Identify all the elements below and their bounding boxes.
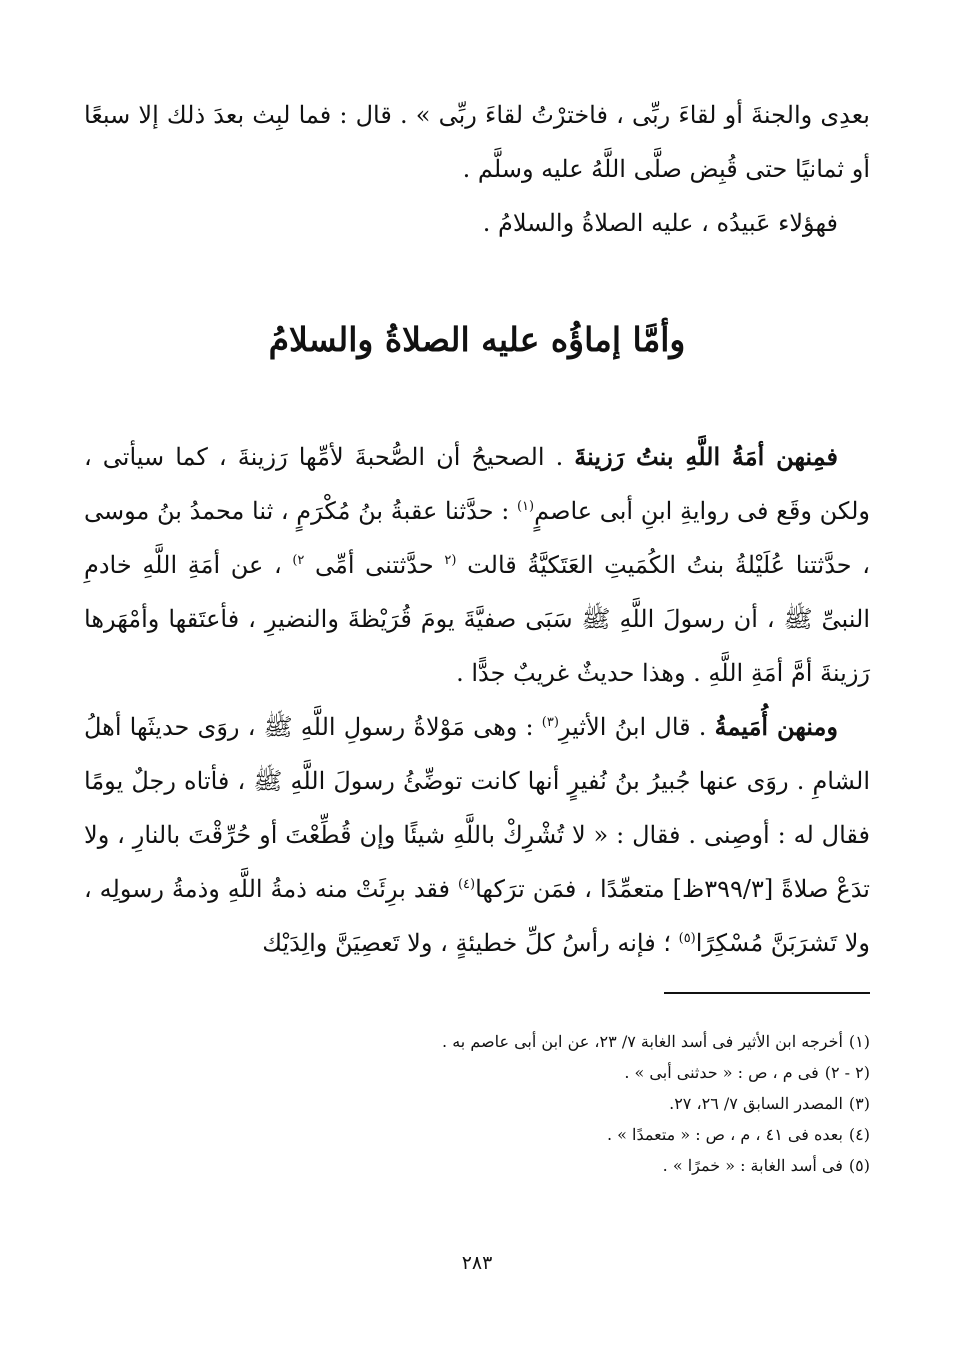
footnote-ref-4: (٤) xyxy=(457,877,476,892)
footnote-item xyxy=(84,1088,870,1119)
intro-line-2: أو ثمانيًا حتى قُبِض صلَّى اللَّهُ عليه وسلَّم . xyxy=(462,155,870,183)
footnote-ref-2-open: (٢ xyxy=(444,553,457,568)
footnote-item xyxy=(84,1026,870,1057)
footnote-text: بعده فى ٤١ ، م ، ص : « متعمدًا » . xyxy=(606,1125,843,1144)
footnote-item xyxy=(84,1057,870,1088)
footnote-ref-1: (١) xyxy=(516,499,535,514)
intro-closing: فهؤلاء عَبيدُه ، عليه الصلاةُ والسلامُ . xyxy=(482,209,838,237)
footnote-text: المصدر السابق ٧/ ٢٦، ٢٧. xyxy=(669,1094,843,1113)
footnote-number: (٥) xyxy=(848,1156,870,1175)
paragraph-umayma xyxy=(84,700,870,970)
entry-name-umayma: ومنهن أُمَيمةُ xyxy=(714,712,838,741)
footnote-text: فى أسد الغابة : « خمرًا » . xyxy=(662,1156,843,1175)
footnote-text: أخرجه ابن الأثير فى أسد الغابة ٧/ ٢٣، عن ابن أبى عاصم به . xyxy=(442,1032,843,1051)
intro-paragraph xyxy=(84,88,870,196)
footnote-number: (١) xyxy=(848,1032,870,1051)
intro-text xyxy=(84,88,870,250)
paragraph2-part2: : وهى مَوْلاةُ رسولِ اللَّهِ ﷺ ، روَى حديثَها أهلُ الشامِ . روَى عنها جُبيرُ بنُ نُفيرٍ أنها كانت توضِّئُ رسولَ اللَّهِ ﷺ ، فأتاه رجلٌ يومًا فقال له : أوصِنى . فقال : « لا تُشْرِكْ باللَّهِ شيئًا وإن قُطِّعْتَ أو حُرِّقْتَ بالنارِ ، ولا تدَعْ صلاةً [٣٩٩/٣ظ] متعمِّدًا ، فمَن ترَكها xyxy=(84,713,870,903)
paragraph1-part4: ، عن أمَةِ اللَّهِ خادمِ النبىِّ ﷺ ، أن رسولَ اللَّهِ ﷺ سَبَى صفيَّةَ يومَ قُرَيْظةَ والنضيرِ ، فأعتَقها وأمْهَرها رَزينةَ أمَّ أمَةِ اللَّهِ . وهذا حديثٌ غريبٌ جدًّا . xyxy=(84,551,870,687)
footnote-ref-2-close: ٢) xyxy=(292,553,305,568)
footnotes-list xyxy=(84,1026,870,1181)
paragraph2-part3: فقد برِئَتْ منه ذمةُ اللَّهِ وذمةُ رسولِه ، ولا تَشرَبَنَّ مُسْكِرًا xyxy=(84,875,870,957)
paragraph-amatullah xyxy=(84,430,870,700)
intro-line-1: بعدِى والجنةَ أو لقاءَ ربِّى ، فاخترْتُ لقاءَ ربِّى » . قال : فما لبِث بعدَ ذلك إلا سبعًا xyxy=(84,101,870,129)
paragraph2-part1: . قال ابنُ الأثيرِ xyxy=(558,713,715,741)
footnote-number: (٢ - ٢) xyxy=(824,1063,870,1082)
footnote-item xyxy=(84,1119,870,1150)
footnote-item xyxy=(84,1150,870,1181)
paragraph1-part2: : حدَّثنا عقبةُ بنُ مُكْرَمٍ ، ثنا محمدُ بنُ موسى ، حدَّثتنا عُلَيْلةُ بنتُ الكُمَيتِ العَتَكيَّةُ قالت xyxy=(84,497,871,579)
footnote-ref-5: (٥) xyxy=(678,931,696,946)
entry-name-amatullah: فمِنهن أمَةُ اللَّهِ بنتُ رَزينةَ xyxy=(574,442,839,471)
paragraph1-part3: حدَّثتنى أمِّى xyxy=(304,551,445,579)
footnote-number: (٤) xyxy=(848,1125,870,1144)
footnote-text: فى م ، ص : « حدثنى أبى » . xyxy=(624,1063,819,1082)
page-number: ٢٨٣ xyxy=(461,1252,493,1274)
footnote-number: (٣) xyxy=(848,1094,870,1113)
body-text xyxy=(84,430,870,970)
paragraph1-part1: . الصحيحُ أن الصُّحبةَ لأمِّها رَزينةَ ، كما سيأتى ، ولكن وقَع فى روايةِ ابنِ أبى عاصمٍ xyxy=(84,443,871,525)
paragraph2-part4: ؛ فإنه رأسُ كلِّ خطيئةٍ ، ولا تَعصِيَنَّ والِدَيْك xyxy=(262,929,679,957)
footnote-separator xyxy=(664,992,870,994)
section-title: وأمَّا إماؤُه عليه الصلاةُ والسلامُ xyxy=(268,320,686,359)
footnote-ref-3: (٣) xyxy=(541,715,559,730)
